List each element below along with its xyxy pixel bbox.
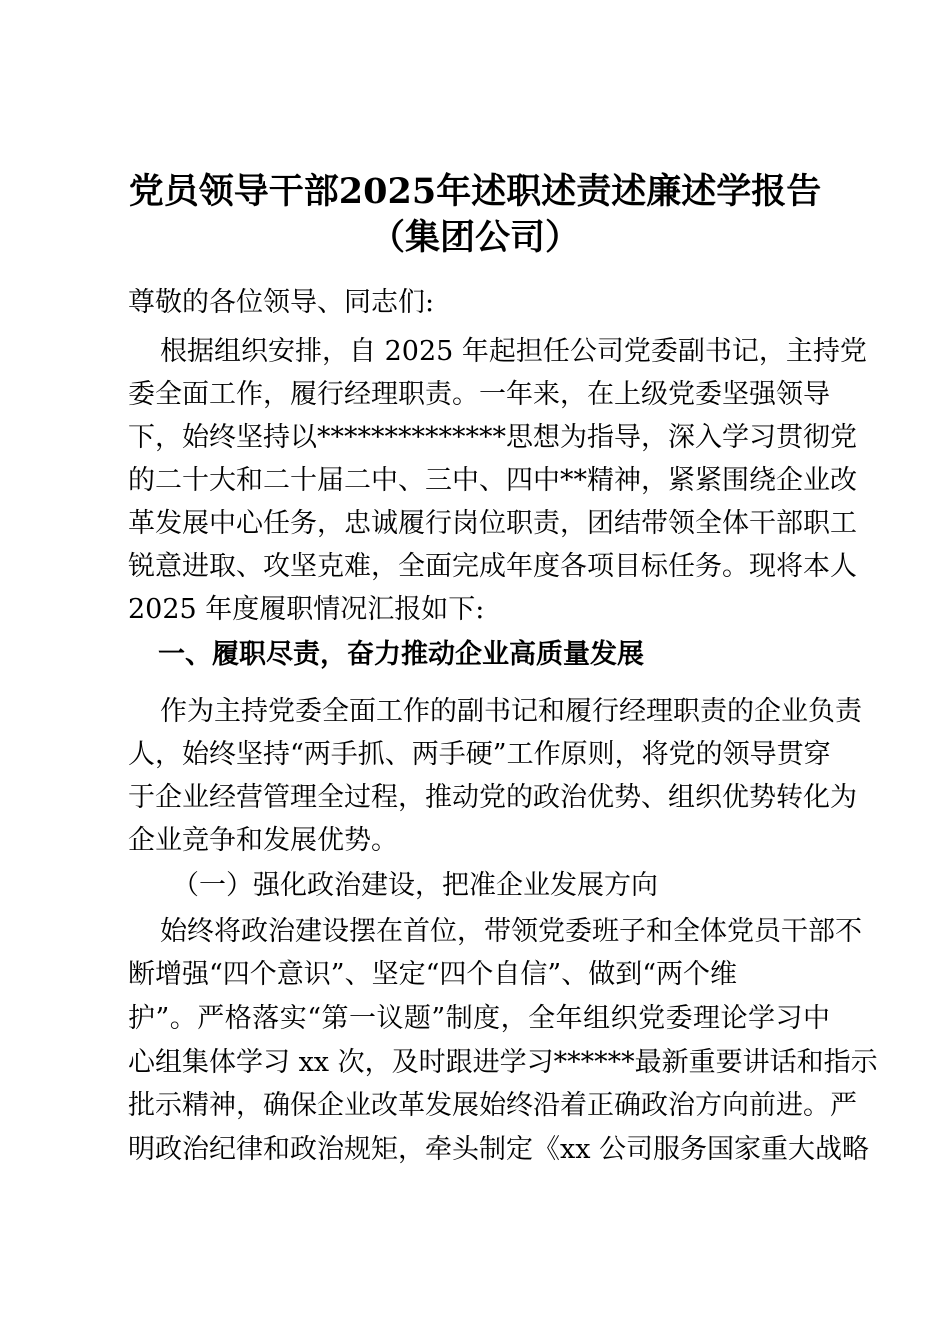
paragraph-line: 委全面工作，履行经理职责。一年来，在上级党委坚强领导 xyxy=(128,379,830,410)
paragraph-line: 根据组织安排，自 2025 年起担任公司党委副书记，主持党 xyxy=(160,336,867,367)
paragraph-line: 于企业经营管理全过程，推动党的政治优势、组织优势转化为 xyxy=(128,782,857,813)
section-heading: 一、履职尽责，奋力推动企业高质量发展 xyxy=(158,639,644,670)
greeting: 尊敬的各位领导、同志们: xyxy=(128,287,435,318)
paragraph-line: 心组集体学习 xx 次，及时跟进学习******最新重要讲话和指示 xyxy=(128,1047,878,1078)
document-title: 党员领导干部2025年述职述责述廉述学报告 xyxy=(128,171,822,212)
paragraph-line: 明政治纪律和政治规矩，牵头制定《xx 公司服务国家重大战略 xyxy=(128,1134,870,1165)
paragraph-line: 革发展中心任务，忠诚履行岗位职责，团结带领全体干部职工 xyxy=(128,508,857,539)
subsection-heading: （一）强化政治建设，把准企业发展方向 xyxy=(172,870,658,901)
paragraph-line: 的二十大和二十届二中、三中、四中**精神，紧紧围绕企业改 xyxy=(128,465,857,496)
paragraph-line: 锐意进取、攻坚克难，全面完成年度各项目标任务。现将本人 xyxy=(128,551,857,582)
paragraph-line: 护”。严格落实“第一议题”制度，全年组织党委理论学习中 xyxy=(128,1003,830,1034)
paragraph-line: 企业竞争和发展优势。 xyxy=(128,825,398,856)
paragraph-line: 人，始终坚持“两手抓、两手硬”工作原则，将党的领导贯穿 xyxy=(128,739,831,770)
paragraph-line: 下，始终坚持以**************思想为指导，深入学习贯彻党 xyxy=(128,422,857,453)
paragraph-line: 断增强“四个意识”、坚定“四个自信”、做到“两个维 xyxy=(128,959,738,990)
paragraph-line: 始终将政治建设摆在首位，带领党委班子和全体党员干部不 xyxy=(160,916,862,947)
paragraph-line: 批示精神，确保企业改革发展始终沿着正确政治方向前进。严 xyxy=(128,1090,857,1121)
paragraph-line: 作为主持党委全面工作的副书记和履行经理职责的企业负责 xyxy=(160,696,862,727)
paragraph-line: 2025 年度履职情况汇报如下: xyxy=(128,594,485,625)
document-subtitle: （集团公司） xyxy=(369,217,580,258)
